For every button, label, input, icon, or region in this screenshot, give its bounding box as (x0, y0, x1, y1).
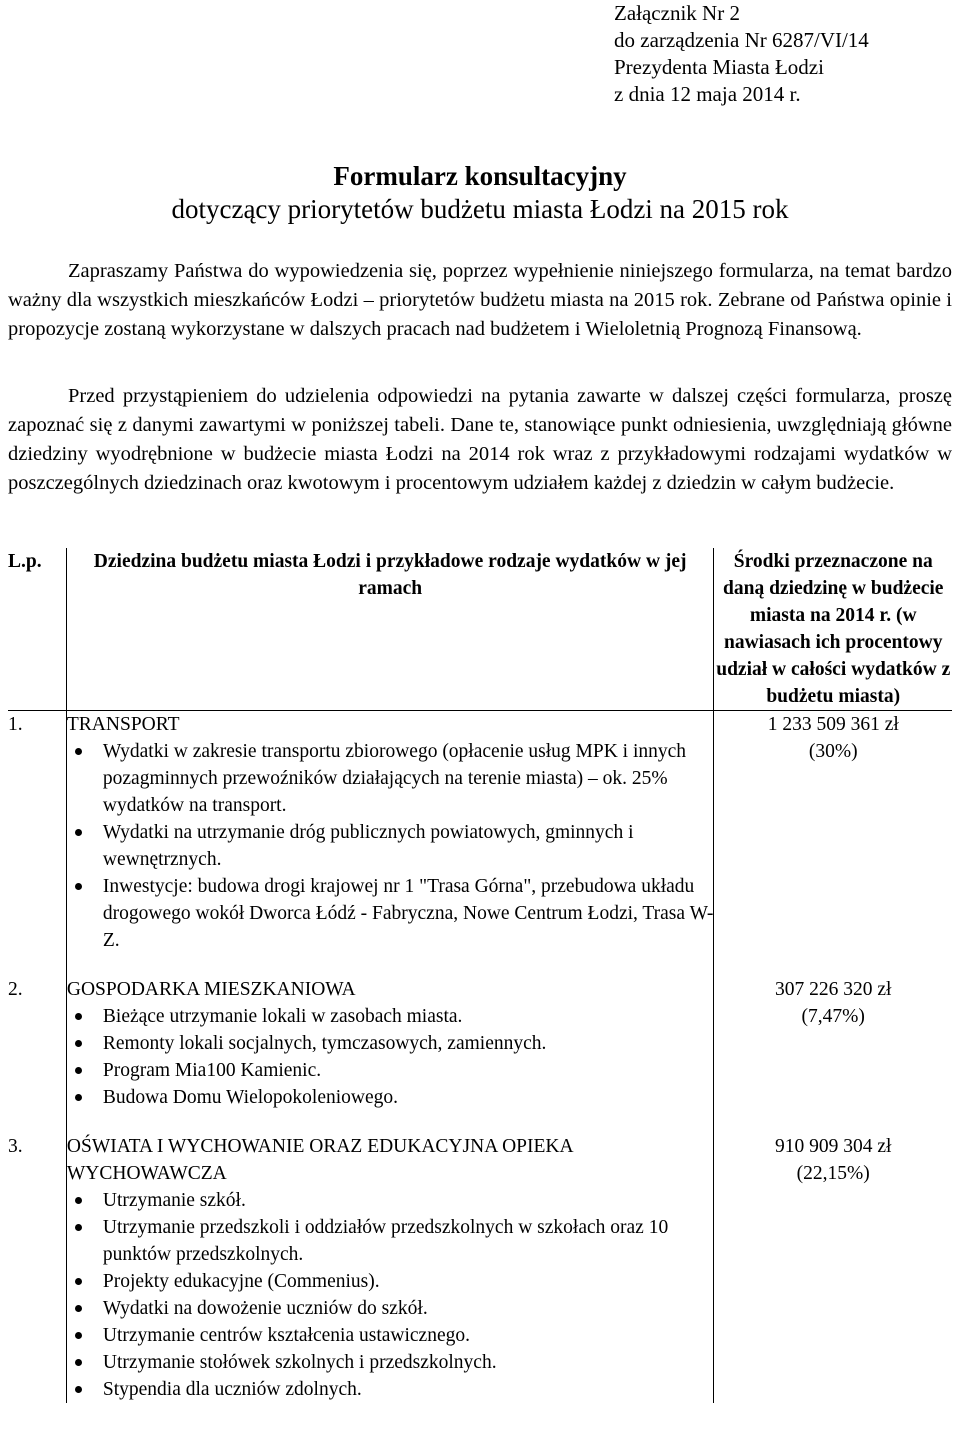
list-item (103, 1349, 714, 1376)
annex-header (614, 0, 869, 108)
item-text: Wydatki w zakresie transportu zbiorowego (opłacenie usług MPK i innych pozagminnych przewoźników działających na terenie miasta) – ok. 25% wydatków na transport. (102, 741, 687, 816)
row-lp: 3. (8, 1136, 23, 1157)
intro-paragraph-1: Zapraszamy Państwa do wypowiedzenia się, poprzez wypełnienie niniejszego formularza, na temat bardzo ważny dla wszystkich mieszkańców Łodzi – priorytetów budżetu miasta na 2015 rok. Zebrane od Państwa opinie i propozycje zostaną wykorzystane w dalszych pracach nad budżetem i Wieloletnią Prognozą Finansową. (8, 260, 952, 340)
row-domain (66, 1133, 714, 1403)
bullet-icon (75, 1359, 82, 1366)
bullet-icon (75, 1094, 82, 1101)
domain-title: GOSPODARKA MIESZKANIOWA (66, 979, 356, 1000)
bullet-icon (75, 1040, 82, 1047)
list-item (103, 1187, 714, 1214)
amount-value: 307 226 320 zł (775, 979, 892, 1000)
annex-line-4: z dnia 12 maja 2014 r. (614, 82, 801, 106)
table-row (8, 976, 952, 1111)
item-text: Utrzymanie stołówek szkolnych i przedszkolnych. (102, 1352, 497, 1373)
row-lp: 2. (8, 979, 23, 1000)
row-amount (714, 1133, 952, 1403)
row-domain (66, 976, 714, 1111)
document-title (0, 160, 960, 226)
header-amount-note: (w nawiasach ich procentowy udział w całości wydatków z budżetu miasta) (716, 605, 951, 707)
header-lp: L.p. (8, 548, 66, 711)
item-text: Stypendia dla uczniów zdolnych. (102, 1379, 362, 1400)
domain-items (67, 1187, 714, 1403)
bullet-icon (75, 1197, 82, 1204)
amount-percent: (22,15%) (796, 1163, 870, 1184)
header-amount-main: Środki przeznaczone na daną dziedzinę w budżecie miasta na 2014 r. (723, 551, 944, 626)
list-item (103, 1003, 714, 1030)
bullet-icon (75, 1305, 82, 1312)
title-line-2: dotyczący priorytetów budżetu miasta Łodzi na 2015 rok (171, 194, 789, 224)
title-line-1: Formularz konsultacyjny (333, 161, 627, 191)
list-item (103, 1214, 714, 1268)
amount-percent: (7,47%) (801, 1006, 865, 1027)
item-text: Budowa Domu Wielopokoleniowego. (102, 1087, 398, 1108)
annex-line-1: Załącznik Nr 2 (614, 1, 740, 25)
bullet-icon (75, 748, 82, 755)
item-text: Wydatki na dowożenie uczniów do szkół. (102, 1298, 428, 1319)
item-text: Utrzymanie centrów kształcenia ustawicznego. (102, 1325, 470, 1346)
domain-title: TRANSPORT (66, 714, 180, 735)
row-amount (714, 711, 952, 955)
bullet-icon (75, 1224, 82, 1231)
row-lp: 1. (8, 714, 23, 735)
table-row (8, 711, 952, 955)
table-row (8, 1133, 952, 1403)
item-text: Remonty lokali socjalnych, tymczasowych, zamiennych. (102, 1033, 547, 1054)
item-text: Program Mia100 Kamienic. (102, 1060, 322, 1081)
list-item (103, 1376, 714, 1403)
amount-percent: (30%) (808, 741, 858, 762)
amount-value: 1 233 509 361 zł (767, 714, 899, 735)
bullet-icon (75, 829, 82, 836)
annex-line-2: do zarządzenia Nr 6287/VI/14 (614, 28, 869, 52)
item-text: Inwestycje: budowa drogi krajowej nr 1 "Trasa Górna", przebudowa układu drogowego wokół Dworca Łódź - Fabryczna, Nowe Centrum Łodzi, Trasa W-Z. (102, 876, 714, 951)
annex-line-3: Prezydenta Miasta Łodzi (614, 55, 824, 79)
row-spacer (8, 954, 952, 976)
bullet-icon (75, 1386, 82, 1393)
row-domain (66, 711, 714, 955)
list-item (103, 1322, 714, 1349)
bullet-icon (75, 1013, 82, 1020)
row-amount (714, 976, 952, 1111)
header-amount (714, 548, 952, 711)
bullet-icon (75, 883, 82, 890)
bullet-icon (75, 1278, 82, 1285)
row-spacer (8, 1111, 952, 1133)
domain-title: OŚWIATA I WYCHOWANIE ORAZ EDUKACYJNA OPIEKA WYCHOWAWCZA (66, 1136, 573, 1184)
table-header-row (8, 548, 952, 711)
intro-paragraph-2: Przed przystąpieniem do udzielenia odpowiedzi na pytania zawarte w dalszej części formularza, proszę zapoznać się z danymi zawartymi w poniższej tabeli. Dane te, stanowiące punkt odniesienia, uwzględniają główne dziedziny wyodrębnione w budżecie miasta Łodzi na 2014 rok wraz z przykładowymi rodzajami wydatków w poszczególnych dziedzinach oraz kwotowym i procentowym udziałem każdej z dziedzin w całym budżecie. (8, 385, 952, 494)
domain-items (67, 738, 714, 954)
list-item (103, 1295, 714, 1322)
list-item (103, 738, 714, 819)
list-item (103, 819, 714, 873)
amount-value: 910 909 304 zł (775, 1136, 892, 1157)
list-item (103, 1057, 714, 1084)
item-text: Bieżące utrzymanie lokali w zasobach miasta. (102, 1006, 463, 1027)
list-item (103, 1084, 714, 1111)
budget-table (8, 548, 952, 1403)
header-domain: Dziedzina budżetu miasta Łodzi i przykładowe rodzaje wydatków w jej ramach (66, 548, 714, 711)
bullet-icon (75, 1332, 82, 1339)
item-text: Wydatki na utrzymanie dróg publicznych powiatowych, gminnych i wewnętrznych. (102, 822, 634, 870)
item-text: Utrzymanie przedszkoli i oddziałów przedszkolnych w szkołach oraz 10 punktów przedszkolnych. (102, 1217, 669, 1265)
item-text: Projekty edukacyjne (Commenius). (102, 1271, 380, 1292)
list-item (103, 873, 714, 954)
domain-items (67, 1003, 714, 1111)
bullet-icon (75, 1067, 82, 1074)
item-text: Utrzymanie szkół. (102, 1190, 246, 1211)
list-item (103, 1268, 714, 1295)
list-item (103, 1030, 714, 1057)
